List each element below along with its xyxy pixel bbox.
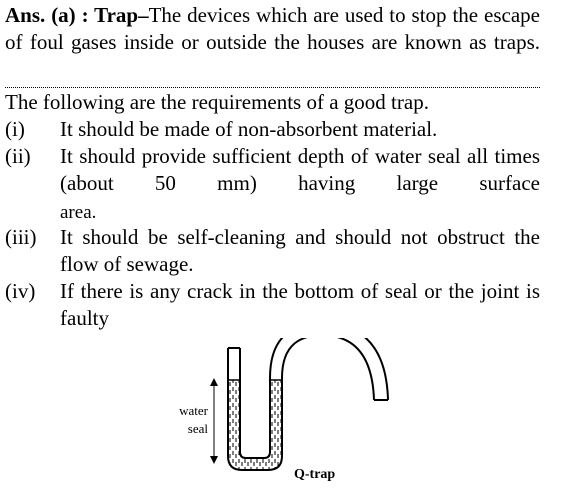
label-seal: seal (187, 421, 208, 436)
answer-text: The devices which are used to stop the escape of foul gases inside or outside the houses are known as traps. (5, 3, 540, 54)
trap-outer-wall (228, 338, 374, 470)
answer-paragraph (5, 2, 540, 83)
list-item-number: (iii) (5, 225, 37, 249)
list-item-number: (ii) (5, 144, 31, 168)
requirements-intro: The following are the requirements of a good trap. (5, 90, 429, 114)
list-item-text-continued: area. (60, 202, 97, 223)
figure-caption: Q-trap (294, 467, 336, 482)
answer-prefix: Ans. (a) : Trap– (5, 3, 149, 27)
dotted-separator (5, 87, 540, 88)
list-item-text: It should be self-cleaning and should not obstruct the flow of sewage. (60, 225, 540, 276)
list-item-text: If there is any crack in the bottom of seal or the joint is faulty (60, 279, 540, 330)
label-water: water (179, 403, 208, 418)
seal-arrow-bottom (210, 456, 218, 464)
list-item-text: It should be made of non-absorbent material. (60, 117, 438, 141)
list-item-number: (i) (5, 117, 25, 141)
water-seal-fill (228, 380, 282, 470)
trap-inner-wall (240, 338, 388, 458)
list-item-number: (iv) (5, 279, 36, 303)
seal-arrow-top (210, 378, 218, 386)
list-item-text: It should provide sufficient depth of water seal all times (about 50 mm) having large surface (60, 144, 540, 195)
q-trap-diagram (160, 338, 400, 488)
